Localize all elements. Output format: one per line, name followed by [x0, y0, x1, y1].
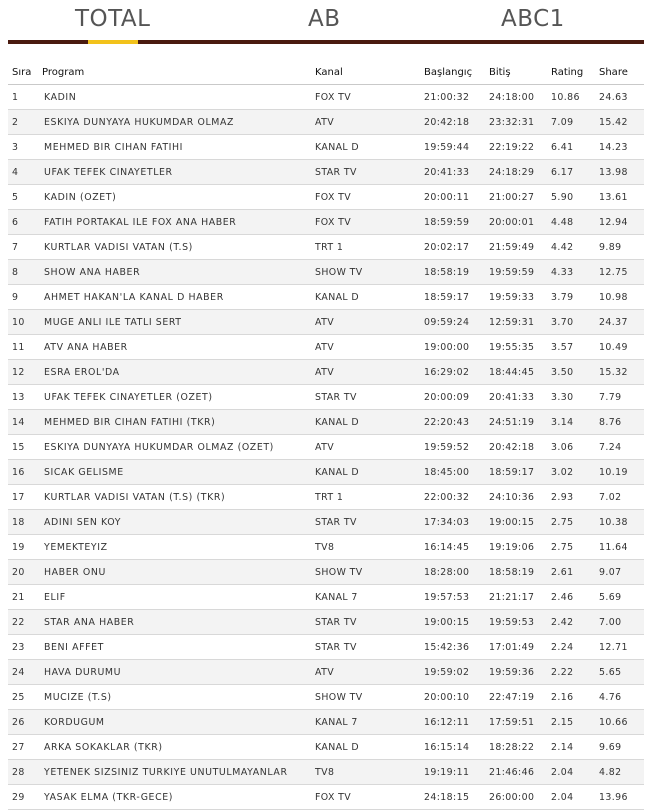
- rating-cell: 3.30: [547, 385, 595, 410]
- end-cell: 21:21:17: [485, 585, 547, 610]
- ratings-table: [8, 60, 644, 810]
- start-cell: 19:00:00: [420, 335, 485, 360]
- channel-cell: STAR TV: [311, 160, 420, 185]
- share-cell: 7.24: [595, 435, 644, 460]
- channel-cell: KANAL D: [311, 460, 420, 485]
- end-cell: 21:00:27: [485, 185, 547, 210]
- channel-cell: KANAL D: [311, 135, 420, 160]
- channel-cell: SHOW TV: [311, 560, 420, 585]
- rating-cell: 5.90: [547, 185, 595, 210]
- channel-cell: KANAL D: [311, 735, 420, 760]
- rating-cell: 6.17: [547, 160, 595, 185]
- start-cell: 18:59:59: [420, 210, 485, 235]
- program-cell: ESKIYA DUNYAYA HUKUMDAR OLMAZ: [38, 110, 311, 135]
- rank-cell: 18: [8, 510, 38, 535]
- end-cell: 24:10:36: [485, 485, 547, 510]
- program-cell: KURTLAR VADISI VATAN (T.S): [38, 235, 311, 260]
- share-cell: 12.94: [595, 210, 644, 235]
- share-cell: 10.49: [595, 335, 644, 360]
- share-cell: 10.98: [595, 285, 644, 310]
- share-cell: 13.98: [595, 160, 644, 185]
- table-row: [8, 485, 644, 510]
- end-cell: 26:00:00: [485, 785, 547, 810]
- rating-cell: 3.02: [547, 460, 595, 485]
- table-row: [8, 610, 644, 635]
- end-cell: 18:28:22: [485, 735, 547, 760]
- program-cell: MUCIZE (T.S): [38, 685, 311, 710]
- program-cell: MUGE ANLI ILE TATLI SERT: [38, 310, 311, 335]
- share-cell: 24.63: [595, 85, 644, 110]
- program-cell: HABER ONU: [38, 560, 311, 585]
- col-header-baslangic[interactable]: Başlangıç: [420, 60, 485, 85]
- end-cell: 23:32:31: [485, 110, 547, 135]
- end-cell: 18:58:19: [485, 560, 547, 585]
- rank-cell: 16: [8, 460, 38, 485]
- rank-cell: 7: [8, 235, 38, 260]
- program-cell: KADIN (OZET): [38, 185, 311, 210]
- rating-cell: 3.14: [547, 410, 595, 435]
- end-cell: 21:59:49: [485, 235, 547, 260]
- end-cell: 24:18:29: [485, 160, 547, 185]
- end-cell: 19:19:06: [485, 535, 547, 560]
- rank-cell: 10: [8, 310, 38, 335]
- rating-cell: 2.15: [547, 710, 595, 735]
- rank-cell: 8: [8, 260, 38, 285]
- program-cell: YASAK ELMA (TKR-GECE): [38, 785, 311, 810]
- share-cell: 14.23: [595, 135, 644, 160]
- start-cell: 20:00:09: [420, 385, 485, 410]
- end-cell: 24:51:19: [485, 410, 547, 435]
- end-cell: 18:59:17: [485, 460, 547, 485]
- rank-cell: 19: [8, 535, 38, 560]
- rank-cell: 4: [8, 160, 38, 185]
- rating-cell: 2.42: [547, 610, 595, 635]
- share-cell: 13.61: [595, 185, 644, 210]
- table-row: [8, 560, 644, 585]
- rating-cell: 4.33: [547, 260, 595, 285]
- channel-cell: STAR TV: [311, 610, 420, 635]
- end-cell: 21:46:46: [485, 760, 547, 785]
- rank-cell: 5: [8, 185, 38, 210]
- table-row: [8, 410, 644, 435]
- rating-cell: 2.93: [547, 485, 595, 510]
- rank-cell: 26: [8, 710, 38, 735]
- rank-cell: 28: [8, 760, 38, 785]
- active-tab-indicator: [88, 40, 138, 44]
- end-cell: 17:01:49: [485, 635, 547, 660]
- rank-cell: 20: [8, 560, 38, 585]
- rank-cell: 2: [8, 110, 38, 135]
- end-cell: 19:59:33: [485, 285, 547, 310]
- program-cell: UFAK TEFEK CINAYETLER (OZET): [38, 385, 311, 410]
- col-header-program[interactable]: Program: [38, 60, 311, 85]
- share-cell: 13.96: [595, 785, 644, 810]
- share-cell: 7.02: [595, 485, 644, 510]
- end-cell: 19:00:15: [485, 510, 547, 535]
- end-cell: 22:19:22: [485, 135, 547, 160]
- program-cell: ARKA SOKAKLAR (TKR): [38, 735, 311, 760]
- start-cell: 24:18:15: [420, 785, 485, 810]
- program-cell: MEHMED BIR CIHAN FATIHI: [38, 135, 311, 160]
- table-row: [8, 310, 644, 335]
- program-cell: KURTLAR VADISI VATAN (T.S) (TKR): [38, 485, 311, 510]
- channel-cell: ATV: [311, 110, 420, 135]
- share-cell: 9.89: [595, 235, 644, 260]
- rank-cell: 25: [8, 685, 38, 710]
- start-cell: 18:59:17: [420, 285, 485, 310]
- share-cell: 15.32: [595, 360, 644, 385]
- rank-cell: 21: [8, 585, 38, 610]
- tab-abc1[interactable]: ABC1: [501, 6, 565, 32]
- channel-cell: FOX TV: [311, 785, 420, 810]
- end-cell: 12:59:31: [485, 310, 547, 335]
- channel-cell: ATV: [311, 335, 420, 360]
- table-row: [8, 385, 644, 410]
- table-row: [8, 210, 644, 235]
- channel-cell: ATV: [311, 660, 420, 685]
- program-cell: MEHMED BIR CIHAN FATIHI (TKR): [38, 410, 311, 435]
- rank-cell: 11: [8, 335, 38, 360]
- share-cell: 7.00: [595, 610, 644, 635]
- rank-cell: 12: [8, 360, 38, 385]
- table-row: [8, 660, 644, 685]
- rank-cell: 15: [8, 435, 38, 460]
- col-header-kanal[interactable]: Kanal: [311, 60, 420, 85]
- col-header-bitis[interactable]: Bitiş: [485, 60, 547, 85]
- program-cell: ADINI SEN KOY: [38, 510, 311, 535]
- col-header-sira[interactable]: Sıra: [8, 60, 38, 85]
- start-cell: 22:00:32: [420, 485, 485, 510]
- end-cell: 20:42:18: [485, 435, 547, 460]
- rank-cell: 9: [8, 285, 38, 310]
- program-cell: FATIH PORTAKAL ILE FOX ANA HABER: [38, 210, 311, 235]
- rank-cell: 24: [8, 660, 38, 685]
- share-cell: 4.76: [595, 685, 644, 710]
- rank-cell: 29: [8, 785, 38, 810]
- table-row: [8, 760, 644, 785]
- program-cell: HAVA DURUMU: [38, 660, 311, 685]
- channel-cell: FOX TV: [311, 210, 420, 235]
- start-cell: 18:28:00: [420, 560, 485, 585]
- rank-cell: 13: [8, 385, 38, 410]
- program-cell: STAR ANA HABER: [38, 610, 311, 635]
- start-cell: 21:00:32: [420, 85, 485, 110]
- table-row: [8, 260, 644, 285]
- start-cell: 18:58:19: [420, 260, 485, 285]
- program-cell: SHOW ANA HABER: [38, 260, 311, 285]
- share-cell: 9.07: [595, 560, 644, 585]
- start-cell: 19:19:11: [420, 760, 485, 785]
- end-cell: 22:47:19: [485, 685, 547, 710]
- table-row: [8, 110, 644, 135]
- start-cell: 16:29:02: [420, 360, 485, 385]
- rating-cell: 2.75: [547, 535, 595, 560]
- rank-cell: 22: [8, 610, 38, 635]
- channel-cell: TV8: [311, 535, 420, 560]
- start-cell: 17:34:03: [420, 510, 485, 535]
- program-cell: YEMEKTEYIZ: [38, 535, 311, 560]
- program-cell: ESRA EROL'DA: [38, 360, 311, 385]
- end-cell: 20:00:01: [485, 210, 547, 235]
- share-cell: 7.79: [595, 385, 644, 410]
- rank-cell: 1: [8, 85, 38, 110]
- end-cell: 19:59:53: [485, 610, 547, 635]
- table-row: [8, 285, 644, 310]
- start-cell: 22:20:43: [420, 410, 485, 435]
- program-cell: SICAK GELISME: [38, 460, 311, 485]
- table-row: [8, 160, 644, 185]
- rating-cell: 4.42: [547, 235, 595, 260]
- table-row: [8, 735, 644, 760]
- tab-bar: [0, 0, 649, 46]
- share-cell: 15.42: [595, 110, 644, 135]
- table-row: [8, 510, 644, 535]
- start-cell: 19:59:02: [420, 660, 485, 685]
- share-cell: 12.75: [595, 260, 644, 285]
- channel-cell: ATV: [311, 435, 420, 460]
- end-cell: 18:44:45: [485, 360, 547, 385]
- rating-cell: 4.48: [547, 210, 595, 235]
- channel-cell: ATV: [311, 360, 420, 385]
- table-row: [8, 685, 644, 710]
- rating-cell: 2.61: [547, 560, 595, 585]
- start-cell: 15:42:36: [420, 635, 485, 660]
- share-cell: 4.82: [595, 760, 644, 785]
- program-cell: ELIF: [38, 585, 311, 610]
- end-cell: 24:18:00: [485, 85, 547, 110]
- end-cell: 20:41:33: [485, 385, 547, 410]
- share-cell: 5.65: [595, 660, 644, 685]
- end-cell: 19:59:36: [485, 660, 547, 685]
- share-cell: 24.37: [595, 310, 644, 335]
- start-cell: 20:02:17: [420, 235, 485, 260]
- channel-cell: TRT 1: [311, 235, 420, 260]
- rating-cell: 3.50: [547, 360, 595, 385]
- rank-cell: 27: [8, 735, 38, 760]
- share-cell: 10.38: [595, 510, 644, 535]
- start-cell: 16:15:14: [420, 735, 485, 760]
- rating-cell: 6.41: [547, 135, 595, 160]
- table-row: [8, 185, 644, 210]
- start-cell: 18:45:00: [420, 460, 485, 485]
- channel-cell: STAR TV: [311, 510, 420, 535]
- share-cell: 9.69: [595, 735, 644, 760]
- start-cell: 19:59:44: [420, 135, 485, 160]
- channel-cell: KANAL D: [311, 285, 420, 310]
- share-cell: 11.64: [595, 535, 644, 560]
- rating-cell: 2.04: [547, 760, 595, 785]
- program-cell: KORDUGUM: [38, 710, 311, 735]
- rank-cell: 23: [8, 635, 38, 660]
- share-cell: 10.19: [595, 460, 644, 485]
- end-cell: 19:59:59: [485, 260, 547, 285]
- rank-cell: 3: [8, 135, 38, 160]
- channel-cell: ATV: [311, 310, 420, 335]
- rating-cell: 3.06: [547, 435, 595, 460]
- share-cell: 10.66: [595, 710, 644, 735]
- channel-cell: SHOW TV: [311, 260, 420, 285]
- table-row: [8, 535, 644, 560]
- table-row: [8, 360, 644, 385]
- channel-cell: FOX TV: [311, 85, 420, 110]
- table-row: [8, 435, 644, 460]
- tab-total[interactable]: TOTAL: [75, 6, 151, 32]
- start-cell: 20:00:10: [420, 685, 485, 710]
- program-cell: KADIN: [38, 85, 311, 110]
- channel-cell: TV8: [311, 760, 420, 785]
- start-cell: 20:42:18: [420, 110, 485, 135]
- channel-cell: SHOW TV: [311, 685, 420, 710]
- start-cell: 19:59:52: [420, 435, 485, 460]
- table-body: [8, 85, 644, 810]
- start-cell: 20:00:11: [420, 185, 485, 210]
- program-cell: BENI AFFET: [38, 635, 311, 660]
- col-header-rating[interactable]: Rating: [547, 60, 595, 85]
- table-header-row: [8, 60, 644, 85]
- start-cell: 16:12:11: [420, 710, 485, 735]
- share-cell: 12.71: [595, 635, 644, 660]
- start-cell: 09:59:24: [420, 310, 485, 335]
- start-cell: 19:00:15: [420, 610, 485, 635]
- table-row: [8, 585, 644, 610]
- table-row: [8, 85, 644, 110]
- share-cell: 8.76: [595, 410, 644, 435]
- start-cell: 16:14:45: [420, 535, 485, 560]
- rating-cell: 2.24: [547, 635, 595, 660]
- rating-cell: 3.70: [547, 310, 595, 335]
- table-row: [8, 785, 644, 810]
- share-cell: 5.69: [595, 585, 644, 610]
- table-row: [8, 710, 644, 735]
- channel-cell: FOX TV: [311, 185, 420, 210]
- rating-cell: 2.22: [547, 660, 595, 685]
- end-cell: 17:59:51: [485, 710, 547, 735]
- rating-cell: 2.14: [547, 735, 595, 760]
- rating-cell: 2.75: [547, 510, 595, 535]
- table-row: [8, 460, 644, 485]
- table-row: [8, 635, 644, 660]
- channel-cell: STAR TV: [311, 635, 420, 660]
- rank-cell: 17: [8, 485, 38, 510]
- rating-cell: 7.09: [547, 110, 595, 135]
- program-cell: ESKIYA DUNYAYA HUKUMDAR OLMAZ (OZET): [38, 435, 311, 460]
- tab-ab[interactable]: AB: [308, 6, 341, 32]
- start-cell: 20:41:33: [420, 160, 485, 185]
- program-cell: YETENEK SIZSINIZ TURKIYE UNUTULMAYANLAR: [38, 760, 311, 785]
- channel-cell: KANAL D: [311, 410, 420, 435]
- rating-cell: 2.46: [547, 585, 595, 610]
- channel-cell: STAR TV: [311, 385, 420, 410]
- table-row: [8, 335, 644, 360]
- channel-cell: KANAL 7: [311, 585, 420, 610]
- rating-cell: 10.86: [547, 85, 595, 110]
- rating-cell: 2.04: [547, 785, 595, 810]
- rating-cell: 3.57: [547, 335, 595, 360]
- program-cell: AHMET HAKAN'LA KANAL D HABER: [38, 285, 311, 310]
- table-row: [8, 135, 644, 160]
- channel-cell: KANAL 7: [311, 710, 420, 735]
- end-cell: 19:55:35: [485, 335, 547, 360]
- rating-cell: 3.79: [547, 285, 595, 310]
- table-row: [8, 235, 644, 260]
- rating-cell: 2.16: [547, 685, 595, 710]
- program-cell: ATV ANA HABER: [38, 335, 311, 360]
- rank-cell: 14: [8, 410, 38, 435]
- col-header-share[interactable]: Share: [595, 60, 644, 85]
- program-cell: UFAK TEFEK CINAYETLER: [38, 160, 311, 185]
- rank-cell: 6: [8, 210, 38, 235]
- start-cell: 19:57:53: [420, 585, 485, 610]
- channel-cell: TRT 1: [311, 485, 420, 510]
